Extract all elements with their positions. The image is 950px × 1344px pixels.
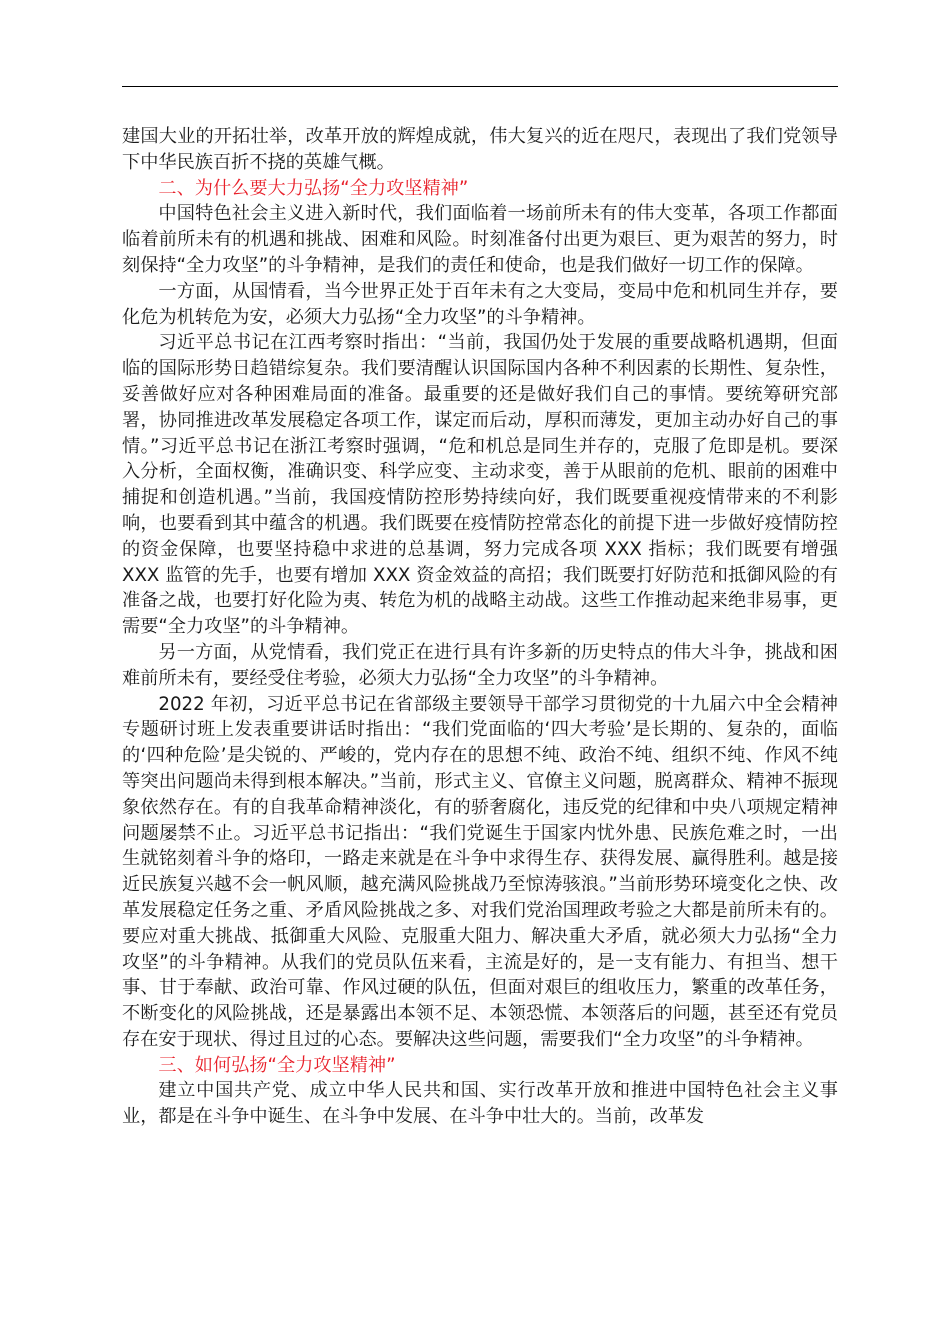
document-body [122, 124, 838, 1130]
paragraph: 习近平总书记在江西考察时指出：“当前，我国仍处于发展的重要战略机遇期，但面临的国际形势日趋错综复杂。我们要清醒认识国际国内各种不利因素的长期性、复杂性，妥善做好应对各种困难局面的准备。最重要的还是做好我们自己的事情。要统筹研究部署，协同推进改革发展稳定各项工作，谋定而后动，厚积而薄发，更加主动办好自己的事情。”习近平总书记在浙江考察时强调，“危和机总是同生并存的，克服了危即是机。要深入分析，全面权衡，准确识变、科学应变、主动求变，善于从眼前的危机、眼前的困难中捕捉和创造机遇。”当前，我国疫情防控形势持续向好，我们既要重视疫情带来的不利影响，也要看到其中蕴含的机遇。我们既要在疫情防控常态化的前提下进一步做好疫情防控的资金保障，也要坚持稳中求进的总基调，努力完成各项 XXX 指标；我们既要有增强 XXX 监管的先手，也要有增加 XXX 资金效益的高招；我们既要打好防范和抵御风险的有准备之战，也要打好化险为夷、转危为机的战略主动战。这些工作推动起来绝非易事，更需要“全力攻坚”的斗争精神。 [122, 332, 838, 638]
paragraph: 2022 年初，习近平总书记在省部级主要领导干部学习贯彻党的十九届六中全会精神专题研讨班上发表重要讲话时指出：“我们党面临的‘四大考验’是长期的、复杂的，面临的‘四种危险’是尖锐的、严峻的，党内存在的思想不纯、政治不纯、组织不纯、作风不纯等突出问题尚未得到根本解决。”当前，形式主义、官僚主义问题，脱离群众、精神不振现象依然存在。有的自我革命精神淡化，有的骄奢腐化，违反党的纪律和中央八项规定精神问题屡禁不止。习近平总书记指出：“我们党诞生于国家内忧外患、民族危难之时，一出生就铭刻着斗争的烙印，一路走来就是在斗争中求得生存、获得发展、赢得胜利。越是接近民族复兴越不会一帆风顺，越充满风险挑战乃至惊涛骇浪。”当前形势环境变化之快、改革发展稳定任务之重、矛盾风险挑战之多、对我们党治国理政考验之大都是前所未有的。要应对重大挑战、抵御重大风险、克服重大阻力、解决重大矛盾，就必须大力弘扬“全力攻坚”的斗争精神。从我们的党员队伍来看，主流是好的，是一支有能力、有担当、想干事、甘于奉献、政治可靠、作风过硬的队伍，但面对艰巨的组收压力，繁重的改革任务，不断变化的风险挑战，还是暴露出本领不足、本领恐慌、本领落后的问题，甚至还有党员存在安于现状、得过且过的心态。要解决这些问题，需要我们“全力攻坚”的斗争精神。 [122, 693, 838, 1050]
paragraph: 另一方面，从党情看，我们党正在进行具有许多新的历史特点的伟大斗争，挑战和困难前所未有，要经受住考验，必须大力弘扬“全力攻坚”的斗争精神。 [122, 641, 838, 689]
paragraph: 一方面，从国情看，当今世界正处于百年未有之大变局，变局中危和机同生并存，要化危为机转危为安，必须大力弘扬“全力攻坚”的斗争精神。 [122, 280, 838, 328]
paragraph: 建立中国共产党、成立中华人民共和国、实行改革开放和推进中国特色社会主义事业，都是在斗争中诞生、在斗争中发展、在斗争中壮大的。当前，改革发 [122, 1080, 838, 1128]
header-rule [122, 86, 838, 87]
paragraph: 中国特色社会主义进入新时代，我们面临着一场前所未有的伟大变革，各项工作都面临着前所未有的机遇和挑战、困难和风险。时刻准备付出更为艰巨、更为艰苦的努力，时刻保持“全力攻坚”的斗争精神，是我们的责任和使命，也是我们做好一切工作的保障。 [122, 203, 838, 276]
section-heading-3: 三、如何弘扬“全力攻坚精神” [158, 1054, 396, 1076]
paragraph-continuation: 建国大业的开拓壮举，改革开放的辉煌成就，伟大复兴的近在咫尺，表现出了我们党领导下中华民族百折不挠的英雄气概。 [122, 126, 838, 173]
section-heading-2: 二、为什么要大力弘扬“全力攻坚精神” [158, 177, 469, 199]
